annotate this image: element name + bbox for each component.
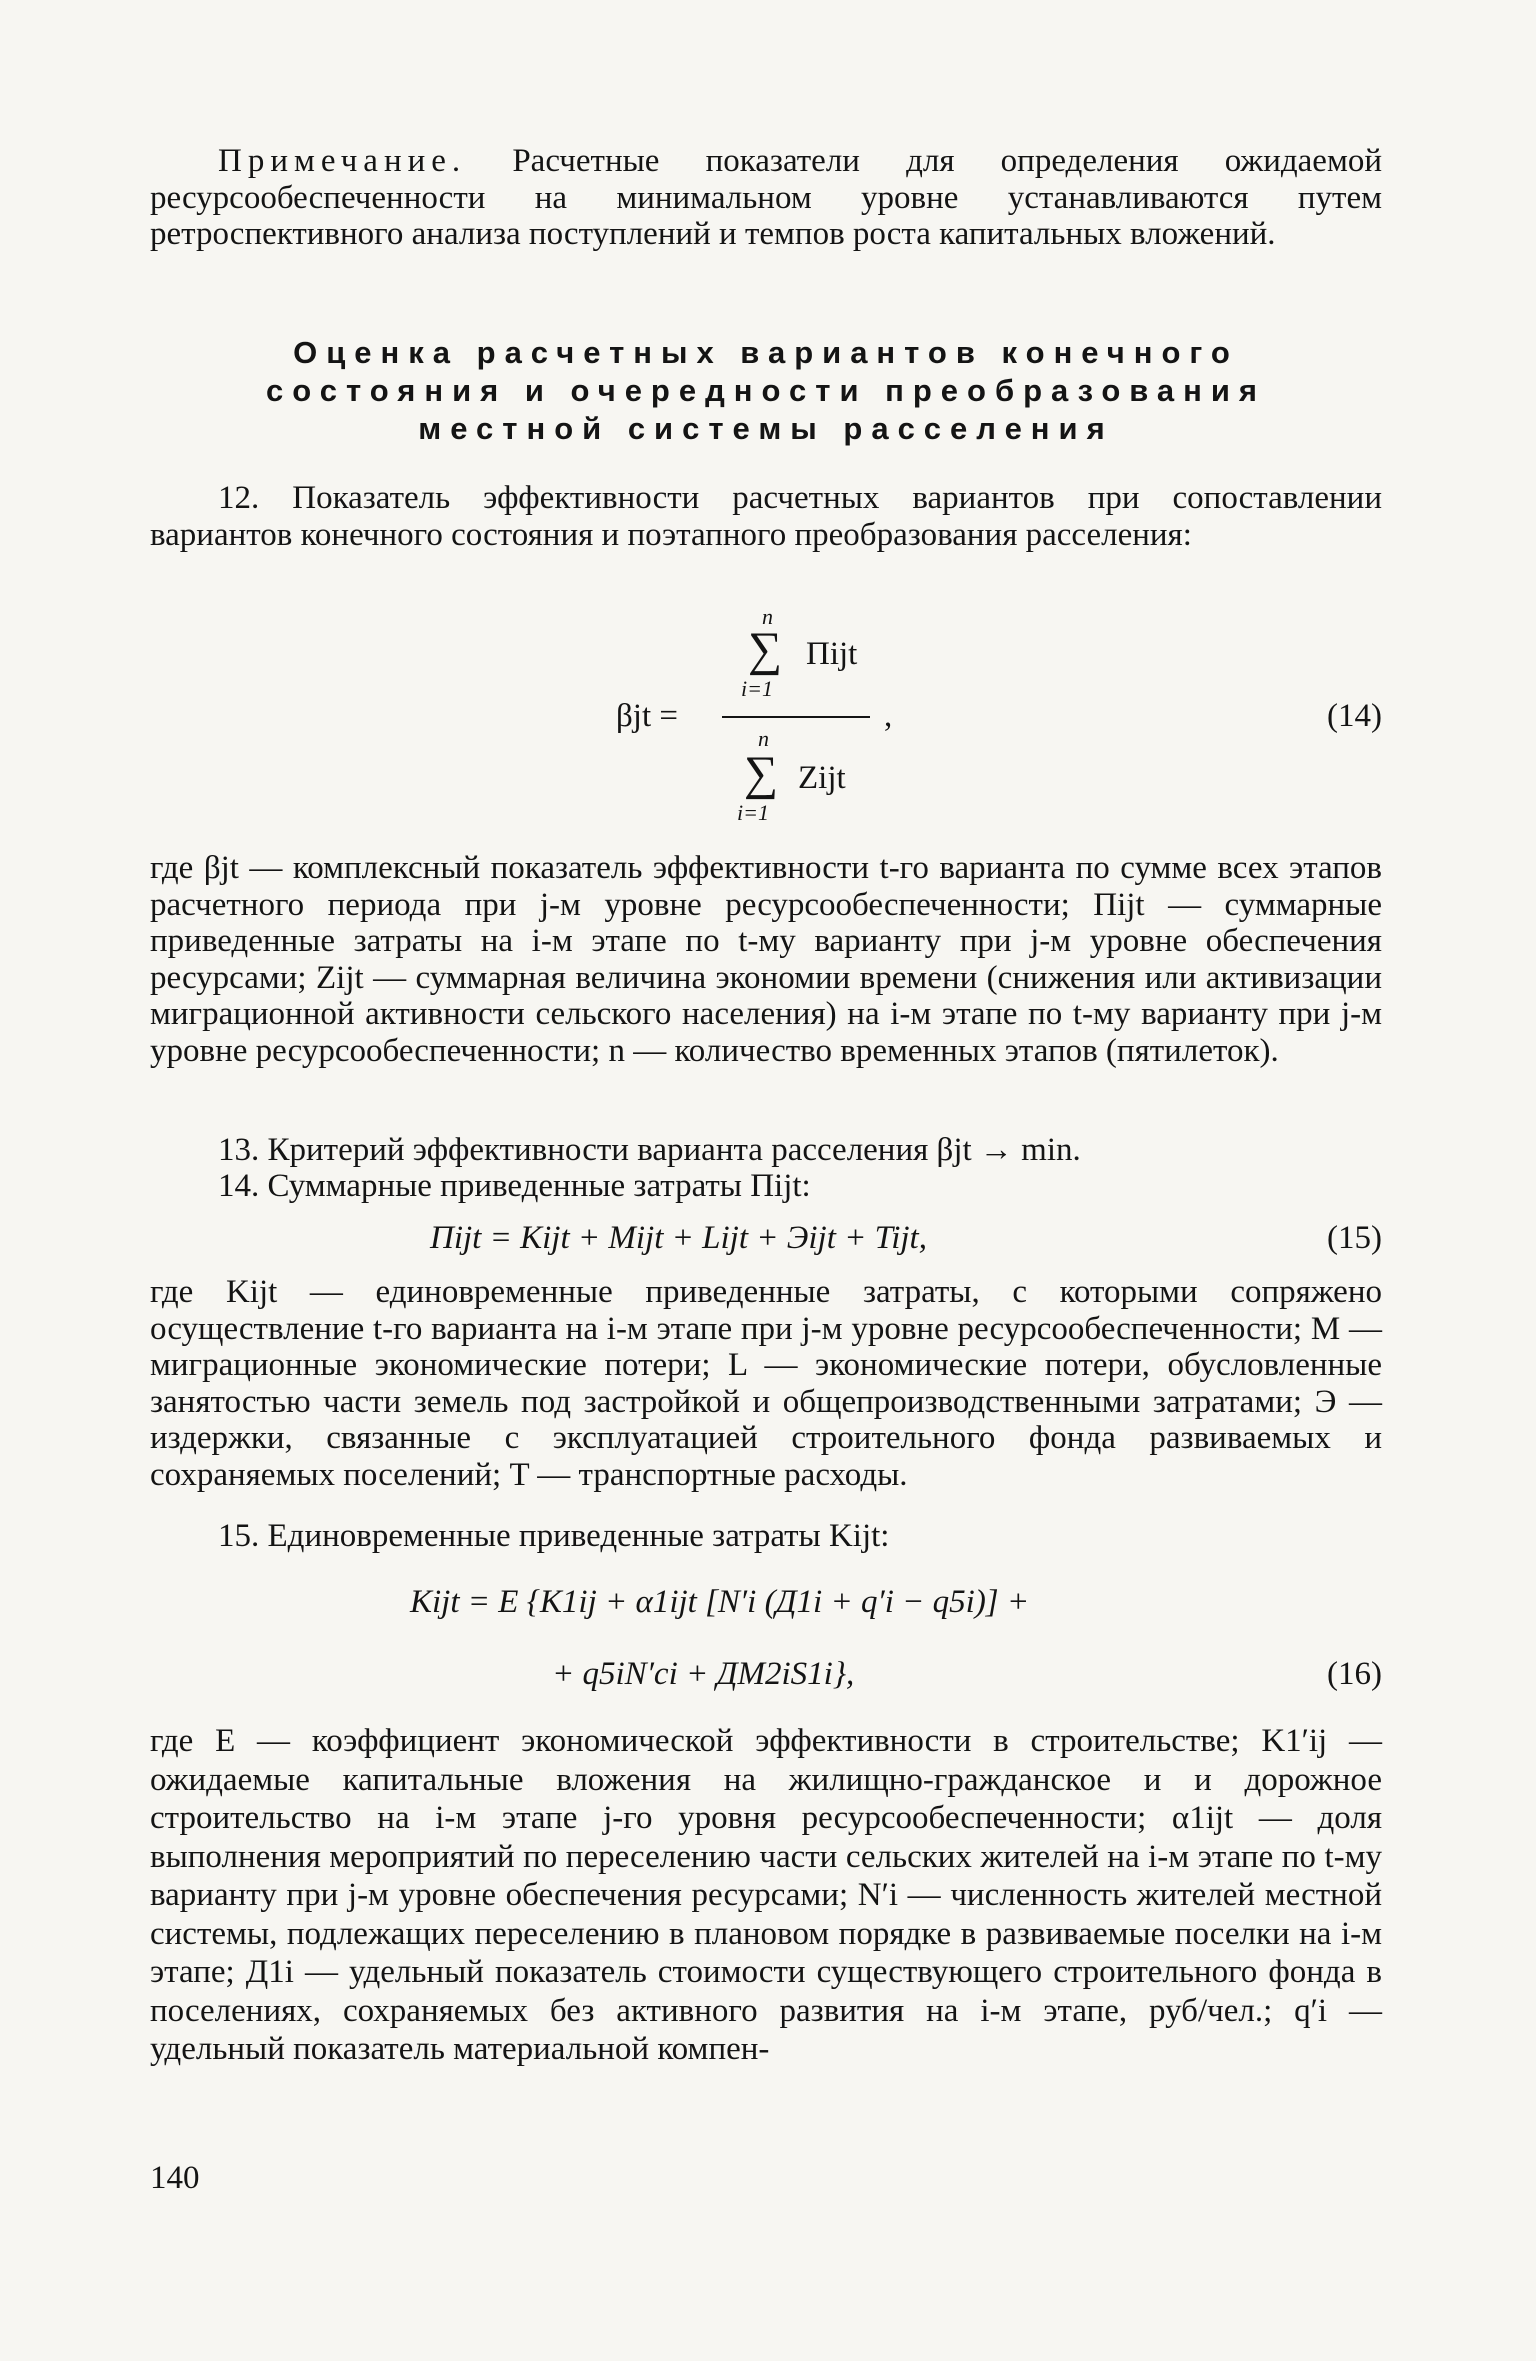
sum-sign-2: ∑ bbox=[744, 747, 779, 800]
sum-lower-limit: i=1 bbox=[741, 676, 773, 701]
paragraph-15: 15. Единовременные приведенные затраты Kijt: bbox=[218, 1518, 890, 1554]
paragraph-14: 14. Суммарные приведенные затраты Пijt: bbox=[218, 1168, 811, 1204]
document-page: Примечание. Расчетные показатели для определения ожидаемой ресурсообеспеченности на минимальном уровне устанавливаются путем ретроспективного анализа поступлений и темпов роста капитальных вложений. Оценка расчетных вариантов конечного состояния и очередности преобразования местной системы расселения 12. Показатель эффективности расчетных вариантов при сопоставлении вариантов конечного состояния и поэтапного преобразования расселения: βjt = n ∑ Пijt i=1 , n ∑ Zijt i=1 (14) где βjt — комплексный показатель эффективности t-го варианта по сумме всех этапов расчетного периода при j-м уровне ресурсообеспеченности; Пijt — суммарные приведенные затраты на i-м этапе по t-му варианту при j-м уровне обеспечения ресурсами; Zijt — суммарная величина экономии времени (снижения или активизации миграционной активности сельского населения) на i-м этапе по t-му варианту при j-м уровне ресурсообеспеченности; n — количество временных этапов (пятилеток). 13. Критерий эффективности варианта расселения βjt → min. 14. Суммарные приведенные затраты Пijt: Пijt = Kijt + Mijt + Lijt + Эijt + Tijt, (15) где Kijt — единовременные приведенные затраты, с которыми сопряжено осуществление t-го варианта на i-м этапе при j-м уровне ресурсообеспеченности; M — миграционные экономические потери; L — экономические потери, обусловленные занятостью части земель под застройкой и общепроизводственными затратами; Э — издержки, связанные с эксплуатацией строительного фонда развиваемых и сохраняемых поселений; T — транспортные расходы. 15. Единовременные приведенные затраты Kijt: Kijt = E {K1ij + α1ijt [N′i (Д1i + q′i − q5i)] + + q5iN′ci + ДМ2iS1i}, (16) где E — коэффициент экономической эффективности в строительстве; K1′ij — ожидаемые капитальные вложения на жилищно-гражданское и и дорожное строительство на i-м этапе j-го уровня ресурсообеспеченности; α1ijt — доля выполнения мероприятий по переселению части сельских жителей на i-м этапе по t-му варианту при j-м уровне обеспечения ресурсами; N′i — численность жителей местной системы, подлежащих переселению в плановом порядке в развиваемые поселки на i-м этапе; Д1i — удельный показатель стоимости существующего строительного фонда в поселениях, сохраняемых без активного развития на i-м этапе, руб/чел.; q′i — удельный показатель материальной компен- 140 bbox=[150, 143, 1382, 2196]
fraction-bar bbox=[722, 716, 870, 718]
section-heading-line2: состояния и очередности преобразования bbox=[265, 373, 1267, 408]
sum-lower-limit-2: i=1 bbox=[737, 800, 769, 825]
where-15: где Kijt — единовременные приведенные затраты, с которыми сопряжено осуществление t-го варианта на i-м этапе при j-м уровне ресурсообеспеченности; M — миграционные экономические потери; L — экономические потери, обусловленные занятостью части земель под застройкой и общепроизводственными затратами; Э — издержки, связанные с эксплуатацией строительного фонда развиваемых и сохраняемых поселений; T — транспортные расходы. bbox=[150, 1274, 1382, 1493]
equation-number-14: (14) bbox=[1327, 698, 1382, 734]
formula-16-line1: Kijt = E {K1ij + α1ijt [N′i (Д1i + q′i − q5i)] + bbox=[410, 1584, 1030, 1620]
note-title: Примечание. bbox=[218, 143, 467, 179]
sum-sign: ∑ bbox=[748, 623, 783, 676]
equation-number-15: (15) bbox=[1327, 1220, 1382, 1256]
page-number: 140 bbox=[150, 2160, 200, 2196]
formula-14-denominator: Zijt bbox=[798, 760, 846, 796]
formula-14-lhs: βjt = bbox=[616, 698, 678, 734]
paragraph-13: 13. Критерий эффективности варианта расселения βjt → min. bbox=[218, 1132, 1081, 1168]
paragraph-12: 12. Показатель эффективности расчетных вариантов при сопоставлении вариантов конечного состояния и поэтапного преобразования расселения: bbox=[150, 480, 1382, 553]
where-14: где βjt — комплексный показатель эффективности t-го варианта по сумме всех этапов расчетного периода при j-м уровне ресурсообеспеченности; Пijt — суммарные приведенные затраты на i-м этапе по t-му варианту при j-м уровне обеспечения ресурсами; Zijt — суммарная величина экономии времени (снижения или активизации миграционной активности сельского населения) на i-м этапе по t-му варианту при j-м уровне ресурсообеспеченности; n — количество временных этапов (пятилеток). bbox=[150, 850, 1382, 1069]
sum-upper-limit-2: n bbox=[758, 726, 769, 751]
formula-15: Пijt = Kijt + Mijt + Lijt + Эijt + Tijt, bbox=[430, 1220, 927, 1256]
where-16: где E — коэффициент экономической эффективности в строительстве; K1′ij — ожидаемые капитальные вложения на жилищно-гражданское и и дорожное строительство на i-м этапе j-го уровня ресурсообеспеченности; α1ijt — доля выполнения мероприятий по переселению части сельских жителей на i-м этапе по t-му варианту при j-м уровне обеспечения ресурсами; N′i — численность жителей местной системы, подлежащих переселению в плановом порядке в развиваемые поселки на i-м этапе; Д1i — удельный показатель стоимости существующего строительного фонда в поселениях, сохраняемых без активного развития на i-м этапе, руб/чел.; q′i — удельный показатель материальной компен- bbox=[150, 1723, 1382, 2067]
formula-16-line2: + q5iN′ci + ДМ2iS1i}, bbox=[552, 1656, 855, 1692]
equation-number-16: (16) bbox=[1327, 1656, 1382, 1692]
section-heading-line1: Оценка расчетных вариантов конечного bbox=[293, 335, 1239, 370]
note-text: Расчетные показатели для определения ожидаемой ресурсообеспеченности на минимальном уровне устанавливаются путем ретроспективного анализа поступлений и темпов роста капитальных вложений. bbox=[150, 143, 1382, 252]
sum-upper-limit: n bbox=[762, 604, 773, 629]
formula-14-numerator: Пijt bbox=[806, 636, 858, 672]
note-paragraph bbox=[150, 143, 1382, 253]
section-heading-line3: местной системы расселения bbox=[418, 411, 1114, 446]
